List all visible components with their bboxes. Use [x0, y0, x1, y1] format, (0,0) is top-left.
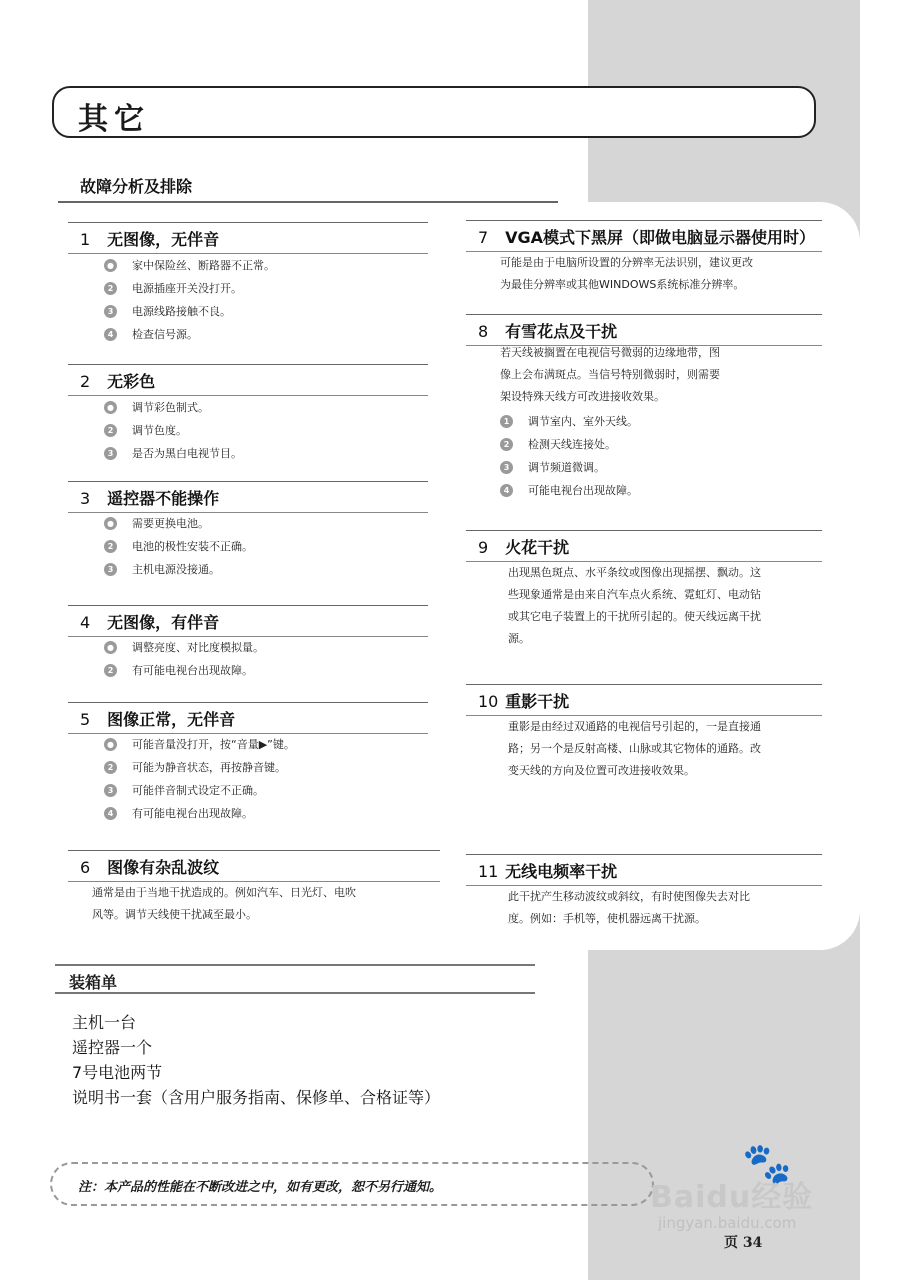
item-number: 7 [478, 228, 489, 247]
list-item: 2 有可能电视台出现故障。 [104, 659, 264, 682]
item-label: 重影干扰 [505, 692, 570, 711]
item-5-list [104, 733, 295, 825]
bullet-icon: 2 [104, 424, 117, 437]
item-6-header [68, 850, 440, 882]
bullet-icon: ● [104, 259, 117, 272]
item-number: 11 [478, 862, 499, 881]
bullet-icon: 2 [104, 664, 117, 677]
item-number: 1 [80, 230, 91, 249]
item-label: 火花干扰 [505, 538, 570, 557]
bullet-icon: ● [104, 738, 117, 751]
bullet-icon: 4 [104, 328, 117, 341]
list-item: 主机一台 [72, 1013, 137, 1032]
item-6-text: 通常是由于当地干扰造成的。例如汽车、日光灯、电吹 风等。调节天线使干扰减至最小。 [92, 886, 356, 921]
item-4-list [104, 636, 264, 682]
item-2-header [68, 364, 428, 396]
paw-icon: 🐾 [742, 1141, 792, 1187]
item-label: 有雪花点及干扰 [505, 322, 618, 341]
trouble-section-title: 故障分析及排除 [58, 174, 558, 203]
item-1-list [104, 254, 275, 346]
item-3-header [68, 481, 428, 513]
list-item: 7号电池两节 [72, 1063, 163, 1082]
list-item: 遥控器一个 [72, 1038, 153, 1057]
item-number: 4 [80, 613, 91, 632]
item-8-list [500, 410, 638, 502]
item-2-list [104, 396, 242, 465]
item-10-text: 重影是由经过双通路的电视信号引起的，一是直接通 路；另一个是反射高楼、山脉或其它物体的通路。改 变天线的方向及位置可改进接收效果。 [508, 720, 761, 777]
list-item: ● 调整亮度、对比度模拟量。 [104, 636, 264, 659]
list-item: 4 可能电视台出现故障。 [500, 479, 638, 502]
bullet-icon: 2 [500, 438, 513, 451]
note-box [50, 1162, 654, 1206]
list-item: 4 检查信号源。 [104, 323, 275, 346]
bullet-icon: 3 [104, 447, 117, 460]
packing-list-title: 装箱单 [55, 964, 535, 994]
item-label: 无图像，无伴音 [107, 230, 220, 249]
item-number: 10 [478, 692, 499, 711]
item-4-header [68, 605, 428, 637]
item-number: 2 [80, 372, 91, 391]
list-item: 2 调节色度。 [104, 419, 242, 442]
item-label: 无图像，有伴音 [107, 613, 220, 632]
bullet-icon: 3 [104, 784, 117, 797]
item-9-text: 出现黑色斑点、水平条纹或图像出现摇摆、飘动。这 些现象通常是由来自汽车点火系统、霓虹灯、电动钻 或其它电子装置上的干扰所引起的。使天线远离干扰 源。 [508, 566, 761, 645]
item-label: 图像正常，无伴音 [107, 710, 236, 729]
bullet-icon: 4 [104, 807, 117, 820]
item-9-header [466, 530, 822, 562]
list-item: 3 可能伴音制式设定不正确。 [104, 779, 295, 802]
list-item: ● 需要更换电池。 [104, 512, 253, 535]
item-label: 遥控器不能操作 [107, 489, 220, 508]
watermark-url: jingyan.baidu.com [658, 1214, 797, 1232]
bullet-icon: 2 [104, 540, 117, 553]
list-item: 说明书一套（含用户服务指南、保修单、合格证等） [72, 1088, 441, 1107]
item-8-text: 若天线被搁置在电视信号微弱的边缘地带，图 像上会布满斑点。当信号特别微弱时，则需要 架设特殊天线方可改进接收效果。 [500, 346, 720, 403]
bullet-icon: 3 [104, 305, 117, 318]
item-label: 图像有杂乱波纹 [107, 858, 220, 877]
list-item: 2 电池的极性安装不正确。 [104, 535, 253, 558]
item-label: 无彩色 [107, 372, 156, 391]
bullet-icon: ● [104, 517, 117, 530]
list-item: 3 调节频道微调。 [500, 456, 638, 479]
item-5-header [68, 702, 428, 734]
page-number: 页 34 [724, 1235, 763, 1251]
packing-list [72, 1010, 440, 1110]
item-label: VGA模式下黑屏（即做电脑显示器使用时） [505, 228, 815, 247]
item-7-text: 可能是由于电脑所设置的分辨率无法识别，建议更改 为最佳分辨率或其他WINDOWS系统标准分辨率。 [500, 256, 753, 291]
item-10-header [466, 684, 822, 716]
bullet-icon: 1 [500, 415, 513, 428]
item-1-header [68, 222, 428, 254]
list-item: 2 电源插座开关没打开。 [104, 277, 275, 300]
list-item: 3 主机电源没接通。 [104, 558, 253, 581]
item-number: 8 [478, 322, 489, 341]
bullet-icon: 2 [104, 282, 117, 295]
list-item: 1 调节室内、室外天线。 [500, 410, 638, 433]
list-item: ● 家中保险丝、断路器不正常。 [104, 254, 275, 277]
list-item: 2 可能为静音状态，再按静音键。 [104, 756, 295, 779]
item-11-header [466, 854, 822, 886]
watermark-logo: Baidu经验 [650, 1180, 814, 1215]
list-item: 3 是否为黑白电视节目。 [104, 442, 242, 465]
list-item: 2 检测天线连接处。 [500, 433, 638, 456]
bullet-icon: 4 [500, 484, 513, 497]
item-number: 9 [478, 538, 489, 557]
bullet-icon: 2 [104, 761, 117, 774]
bullet-icon: ● [104, 641, 117, 654]
list-item: ● 调节彩色制式。 [104, 396, 242, 419]
note-text: 注：本产品的性能在不断改进之中，如有更改，恕不另行通知。 [78, 1180, 443, 1195]
page-title-box [52, 86, 816, 138]
page-title: 其它 [78, 102, 150, 137]
item-label: 无线电频率干扰 [505, 862, 618, 881]
item-number: 5 [80, 710, 91, 729]
bullet-icon: 3 [500, 461, 513, 474]
item-number: 3 [80, 489, 91, 508]
list-item: ● 可能音量没打开，按“音量▶”键。 [104, 733, 295, 756]
list-item: 4 有可能电视台出现故障。 [104, 802, 295, 825]
item-7-header [466, 220, 822, 252]
list-item: 3 电源线路接触不良。 [104, 300, 275, 323]
bullet-icon: ● [104, 401, 117, 414]
item-11-text: 此干扰产生移动波纹或斜纹，有时使图像失去对比 度。例如：手机等，使机器远离干扰源。 [508, 890, 750, 925]
bullet-icon: 3 [104, 563, 117, 576]
item-number: 6 [80, 858, 91, 877]
item-3-list [104, 512, 253, 581]
